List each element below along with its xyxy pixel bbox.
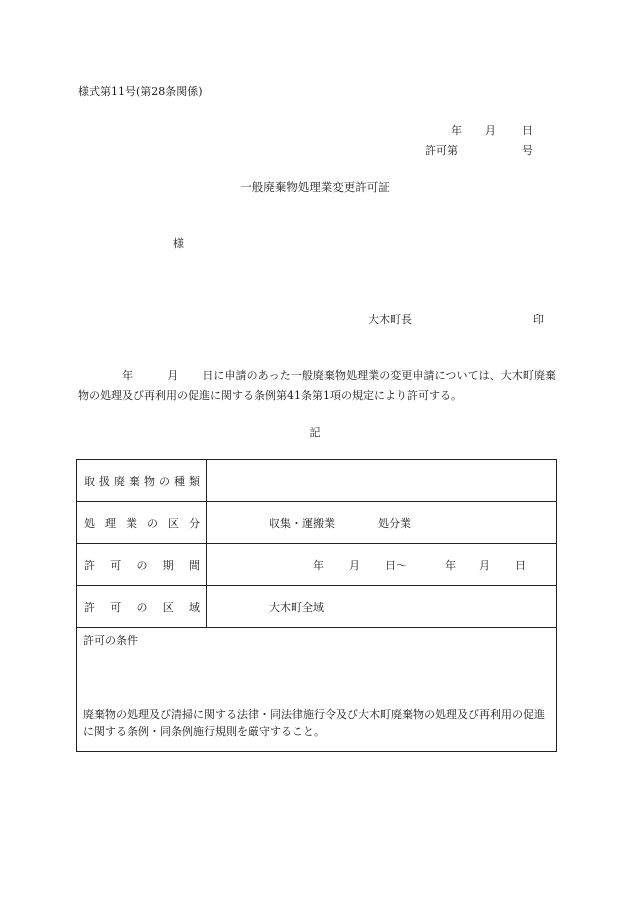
- statement-text: 日に申請のあった一般廃棄物処理業の変更申請については、大木町廃棄物の処理及び再利用の促進に関する条例第41条第1項の規定により許可する。: [78, 369, 557, 402]
- collection-transport-option: 収集・運搬業: [269, 516, 335, 530]
- table-row: [77, 628, 557, 752]
- conditions-title: 許可の条件: [83, 634, 138, 647]
- date-year-label: 年: [451, 124, 462, 137]
- recipient-honorific: 様: [173, 237, 184, 250]
- permit-area-value: [207, 586, 557, 628]
- waste-type-label: 取 扱 廃 棄 物 の 種 類: [77, 460, 207, 502]
- ki-heading: 記: [309, 426, 321, 439]
- permit-number-suffix: 号: [522, 144, 533, 157]
- permit-area-text: 大木町全域: [269, 600, 324, 614]
- period-end-day: 日: [515, 558, 526, 572]
- table-row: [77, 586, 557, 628]
- period-end-month: 月: [479, 558, 490, 572]
- seal-mark: 印: [533, 313, 544, 326]
- statement-month: 月: [167, 369, 179, 382]
- table-row: [77, 460, 557, 502]
- permit-area-label: 許 可 の 区 域: [77, 586, 207, 628]
- permit-statement: [78, 366, 556, 406]
- business-category-label: 処 理 業 の 区 分: [77, 502, 207, 544]
- period-end-year: 年: [445, 558, 456, 572]
- business-category-value: [207, 502, 557, 544]
- table-row: [77, 502, 557, 544]
- permit-conditions: [77, 628, 557, 752]
- period-start-day: 日〜: [385, 558, 407, 572]
- form-number-label: 様式第11号(第28条関係): [78, 85, 203, 98]
- date-day-label: 日: [522, 124, 533, 137]
- disposal-option: 処分業: [378, 516, 411, 530]
- statement-year: 年: [122, 369, 134, 382]
- permit-details-table: [76, 459, 557, 752]
- period-start-year: 年: [313, 558, 324, 572]
- document-title: 一般廃棄物処理業変更許可証: [240, 180, 390, 194]
- conditions-text: 廃棄物の処理及び清掃に関する法律・同法律施行令及び大木町廃棄物の処理及び再利用の促進に関する条例・同条例施行規則を厳守すること。: [83, 708, 545, 738]
- table-row: [77, 544, 557, 586]
- permit-period-value: [207, 544, 557, 586]
- permit-period-label: 許 可 の 期 間: [77, 544, 207, 586]
- permit-number-prefix: 許可第: [425, 144, 458, 157]
- date-month-label: 月: [485, 124, 496, 137]
- period-start-month: 月: [349, 558, 360, 572]
- issuer-name: 大木町長: [368, 313, 412, 326]
- waste-type-value: [207, 460, 557, 502]
